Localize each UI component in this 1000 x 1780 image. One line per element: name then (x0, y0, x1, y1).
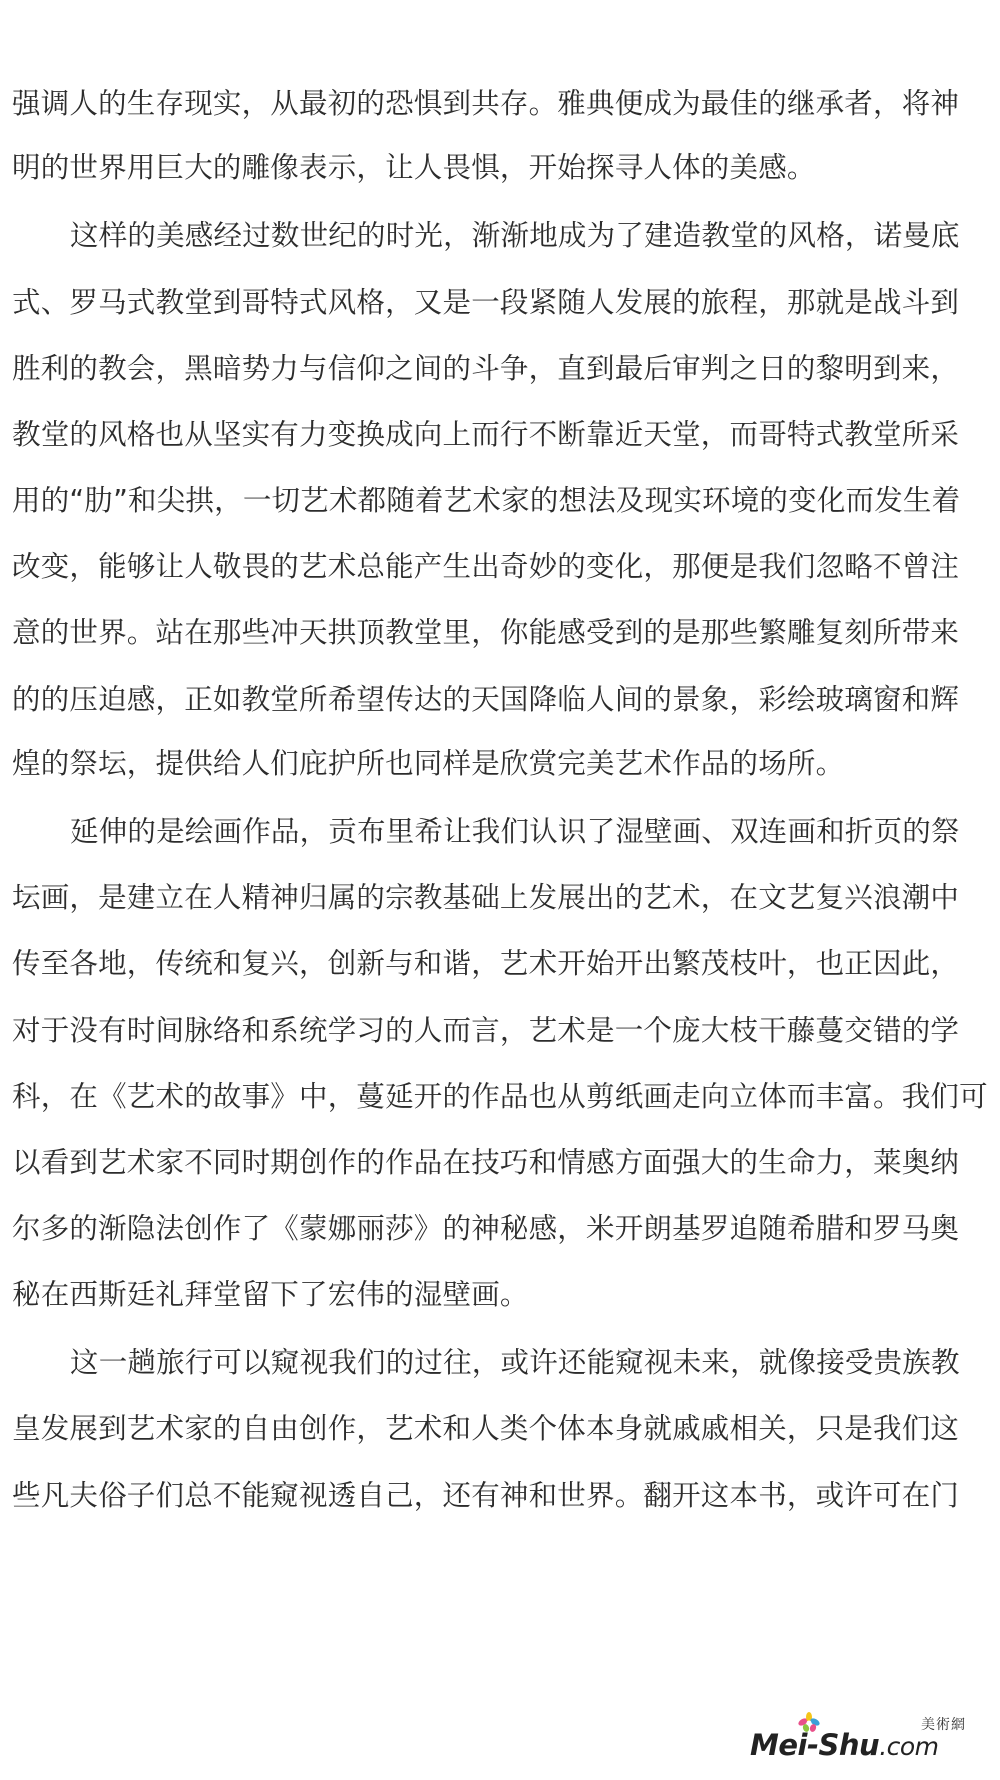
text-line: 的的压迫感，正如教堂所希望传达的天国降临人间的景象，彩绘玻璃窗和辉 (12, 683, 960, 716)
text-line: 明的世界用巨大的雕像表示，让人畏惧，开始探寻人体的美感。 (12, 151, 816, 184)
paragraph-start-line: 这一趟旅行可以窥视我们的过往，或许还能窥视未来，就像接受贵族教 (70, 1346, 960, 1379)
paragraph-start-line: 这样的美感经过数世纪的时光，渐渐地成为了建造教堂的风格，诺曼底 (70, 219, 960, 252)
text-line: 对于没有时间脉络和系统学习的人而言，艺术是一个庞大枝干藤蔓交错的学 (12, 1014, 960, 1047)
text-line: 用的“肋”和尖拱，一切艺术都随着艺术家的想法及现实环境的变化而发生着 (12, 484, 961, 517)
text-line: 式、罗马式教堂到哥特式风格，又是一段紧随人发展的旅程，那就是战斗到 (12, 286, 960, 319)
text-line: 秘在西斯廷礼拜堂留下了宏伟的湿壁画。 (12, 1278, 529, 1311)
text-line: 科，在《艺术的故事》中，蔓延开的作品也从剪纸画走向立体而丰富。我们可 (12, 1080, 988, 1113)
watermark-site-main: Mei-Shu (750, 1728, 880, 1762)
text-line: 尔多的渐隐法创作了《蒙娜丽莎》的神秘感，米开朗基罗追随希腊和罗马奥 (12, 1212, 960, 1245)
text-line: 些凡夫俗子们总不能窥视透自己，还有神和世界。翻开这本书，或许可在门 (12, 1479, 960, 1512)
watermark-site-suffix: .com (879, 1732, 939, 1761)
text-line: 皇发展到艺术家的自由创作，艺术和人类个体本身就戚戚相关，只是我们这 (12, 1412, 960, 1445)
site-watermark (750, 1708, 970, 1770)
watermark-site-name (750, 1728, 939, 1762)
text-line: 传至各地，传统和复兴，创新与和谐，艺术开始开出繁茂枝叶，也正因此， (12, 947, 960, 980)
text-line: 胜利的教会，黑暗势力与信仰之间的斗争，直到最后审判之日的黎明到来， (12, 352, 960, 385)
text-line: 改变，能够让人敬畏的艺术总能产生出奇妙的变化，那便是我们忽略不曾注 (12, 550, 960, 583)
watermark-chinese-name: 美術網 (921, 1717, 966, 1733)
text-line: 强调人的生存现实，从最初的恐惧到共存。雅典便成为最佳的继承者，将神 (12, 87, 960, 120)
text-line: 以看到艺术家不同时期创作的作品在技巧和情感方面强大的生命力，莱奥纳 (12, 1146, 960, 1179)
text-line: 意的世界。站在那些冲天拱顶教堂里，你能感受到的是那些繁雕复刻所带来 (12, 616, 960, 649)
text-line: 煌的祭坛，提供给人们庇护所也同样是欣赏完美艺术作品的场所。 (12, 747, 845, 780)
text-line: 坛画，是建立在人精神归属的宗教基础上发展出的艺术，在文艺复兴浪潮中 (12, 881, 960, 914)
paragraph-start-line: 延伸的是绘画作品，贡布里希让我们认识了湿壁画、双连画和折页的祭 (70, 815, 960, 848)
text-line: 教堂的风格也从坚实有力变换成向上而行不断靠近天堂，而哥特式教堂所采 (12, 418, 960, 451)
